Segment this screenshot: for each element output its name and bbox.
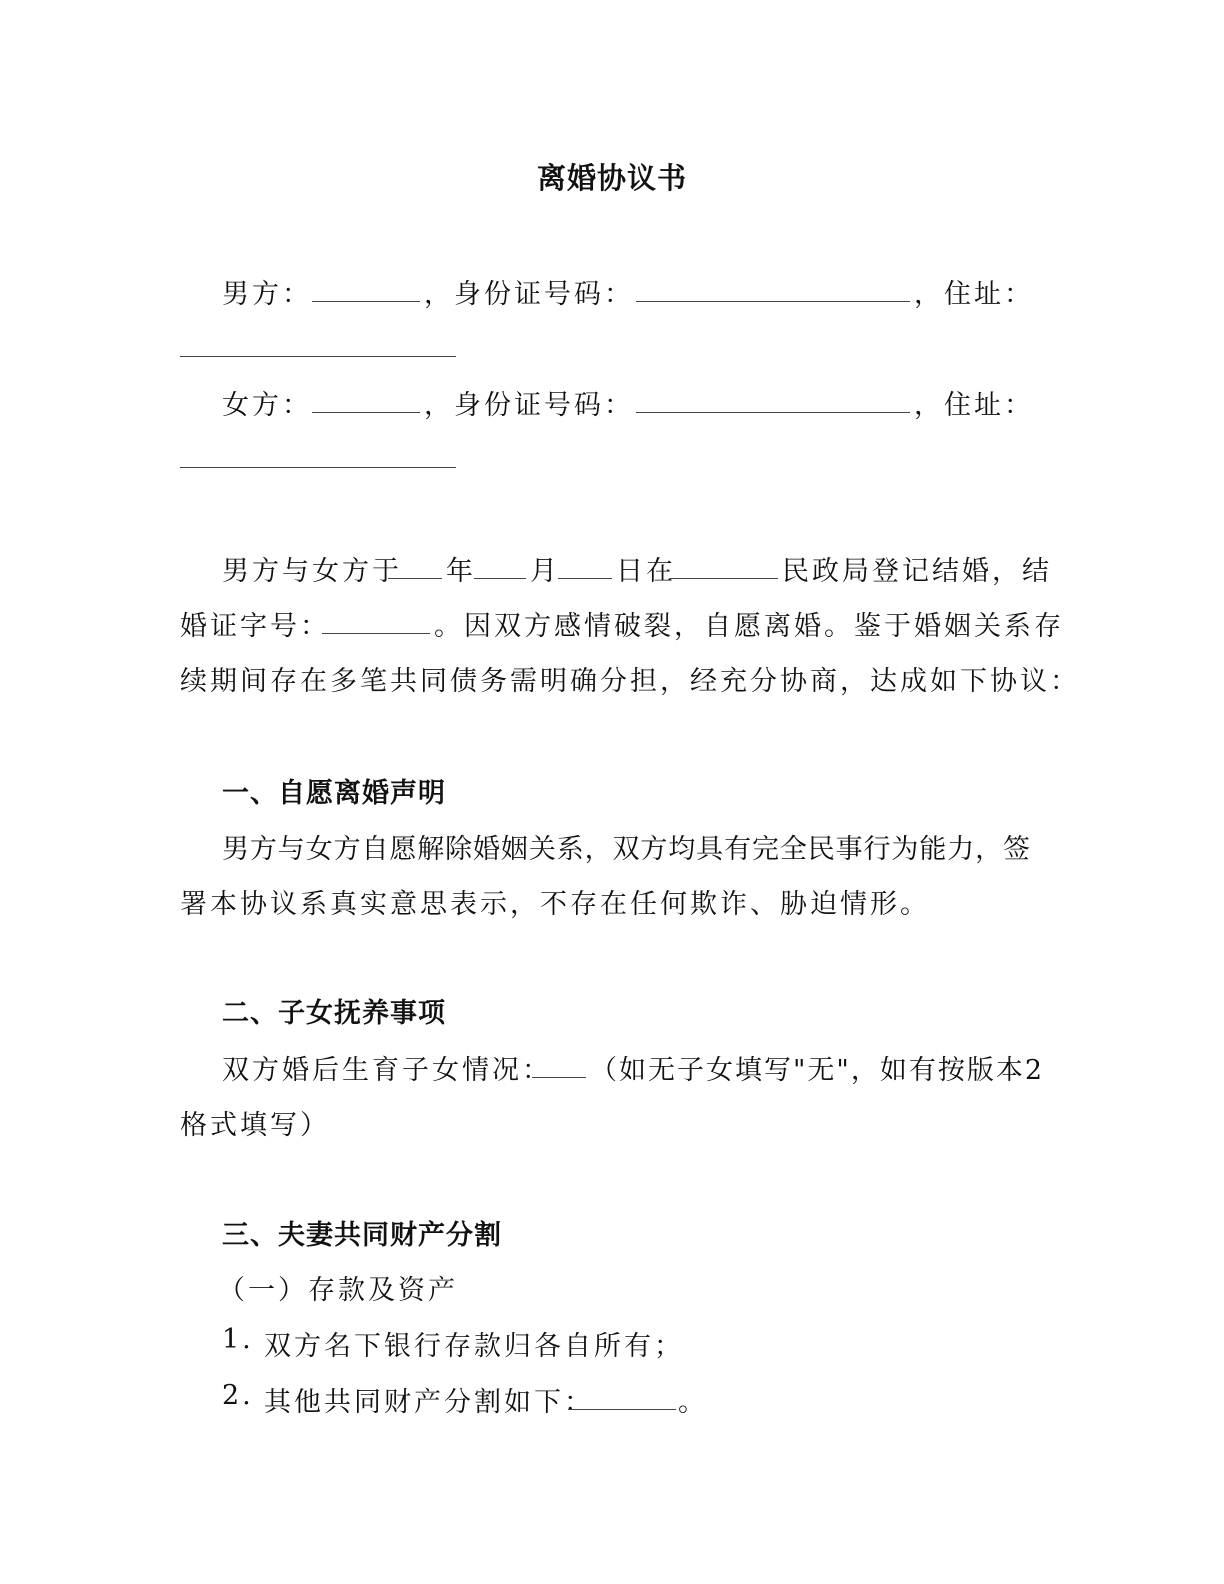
other-property-blank (568, 1409, 676, 1410)
female-id-blank (636, 412, 910, 413)
section-1-text-1: 男方与女方自愿解除婚姻关系，双方均具有完全民事行为能力，签 (222, 834, 1030, 865)
item-1-text: 双方名下银行存款归各自所有； (264, 1331, 684, 1362)
intro-year-label: 年 (446, 556, 476, 587)
male-address-blank (180, 356, 456, 357)
marriage-month-blank (474, 578, 526, 579)
marriage-year-blank (388, 578, 442, 579)
female-address-blank (180, 467, 456, 468)
item-2-text: 其他共同财产分割如下： (264, 1387, 594, 1418)
marriage-day-blank (558, 578, 612, 579)
male-address-label: ，住址： (914, 279, 1034, 310)
female-name-blank (312, 412, 420, 413)
intro-text-1: 男方与女方于 (222, 556, 402, 587)
civil-affairs-bureau-blank (670, 578, 778, 579)
male-label: 男方： (222, 279, 312, 310)
intro-month-label: 月 (530, 556, 560, 587)
female-label: 女方： (222, 390, 312, 421)
section-1-heading: 一、自愿离婚声明 (222, 778, 446, 809)
section-2-text-1: 双方婚后生育子女情况： (222, 1055, 552, 1086)
intro-text-2: 。因双方感情破裂，自愿离婚。鉴于婚姻关系存 (434, 611, 1064, 642)
section-2-text-1-note: （如无子女填写"无"，如有按版本2 (590, 1055, 1045, 1086)
section-3-heading: 三、夫妻共同财产分割 (222, 1220, 502, 1251)
intro-text-1-end: 民政局登记结婚，结 (782, 556, 1052, 587)
female-id-label: ，身份证号码： (424, 390, 634, 421)
section-1-text-2: 署本协议系真实意思表示，不存在任何欺诈、胁迫情形。 (180, 889, 930, 920)
female-address-label: ，住址： (914, 390, 1034, 421)
intro-text-3: 续期间存在多笔共同债务需明确分担，经充分协商，达成如下协议： (180, 666, 1080, 697)
intro-cert-label: 婚证字号： (180, 611, 330, 642)
male-name-blank (312, 301, 420, 302)
item-2-tail: 。 (678, 1387, 708, 1418)
children-status-blank (532, 1077, 586, 1078)
male-id-blank (636, 301, 910, 302)
marriage-cert-number-blank (322, 633, 430, 634)
item-2-number: 2. (222, 1380, 254, 1411)
section-3-subheading: （一）存款及资产 (218, 1275, 458, 1306)
intro-day-label: 日在 (616, 556, 676, 587)
document-title: 离婚协议书 (536, 161, 687, 195)
section-2-heading: 二、子女抚养事项 (222, 998, 446, 1029)
item-1-number: 1. (222, 1324, 254, 1355)
male-id-label: ，身份证号码： (424, 279, 634, 310)
section-2-text-2: 格式填写） (180, 1110, 330, 1141)
